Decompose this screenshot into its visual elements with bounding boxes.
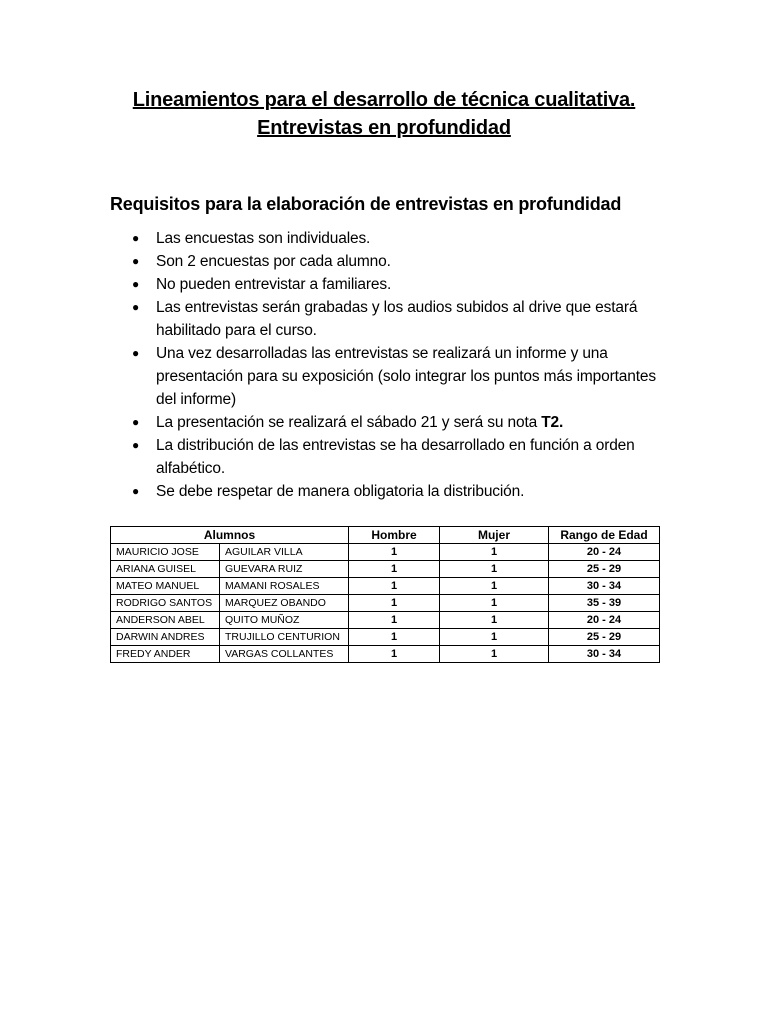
- mujer-count: 1: [440, 612, 549, 629]
- mujer-count: 1: [440, 561, 549, 578]
- age-range: 25 - 29: [549, 629, 660, 646]
- table-row: [111, 612, 660, 629]
- students-table: [110, 526, 660, 663]
- requirement-text: Se debe respetar de manera obligatoria la distribución.: [156, 483, 525, 500]
- mujer-count: 1: [440, 578, 549, 595]
- student-last-name: QUITO MUÑOZ: [220, 612, 349, 629]
- grade-label: T2.: [541, 414, 564, 431]
- table-row: [111, 544, 660, 561]
- bullet-icon: ●: [132, 231, 140, 245]
- document-title-line-1: Lineamientos para el desarrollo de técnica cualitativa.: [132, 89, 636, 111]
- bullet-icon: ●: [132, 484, 140, 498]
- hombre-count: 1: [349, 612, 440, 629]
- requirement-text: Las entrevistas serán grabadas y los audios subidos al drive que estará habilitado para el curso.: [156, 299, 638, 339]
- bullet-icon: ●: [132, 438, 140, 452]
- list-item: [110, 227, 670, 250]
- requirement-text: La presentación se realizará el sábado 21 y será su nota: [156, 414, 542, 431]
- student-first-name: ARIANA GUISEL: [111, 561, 220, 578]
- hombre-count: 1: [349, 578, 440, 595]
- requirements-list: [110, 227, 670, 503]
- hombre-count: 1: [349, 595, 440, 612]
- column-header-alumnos: Alumnos: [111, 527, 349, 544]
- age-range: 25 - 29: [549, 561, 660, 578]
- document-title-line-2: Entrevistas en profundidad: [257, 117, 511, 139]
- table-header-row: [111, 527, 660, 544]
- list-item: [110, 434, 670, 480]
- age-range: 30 - 34: [549, 646, 660, 663]
- student-last-name: GUEVARA RUIZ: [220, 561, 349, 578]
- list-item: [110, 273, 670, 296]
- mujer-count: 1: [440, 544, 549, 561]
- bullet-icon: ●: [132, 277, 140, 291]
- bullet-icon: ●: [132, 415, 140, 429]
- column-header-rango: Rango de Edad: [549, 527, 660, 544]
- student-last-name: TRUJILLO CENTURION: [220, 629, 349, 646]
- table-row: [111, 578, 660, 595]
- requirement-text: La distribución de las entrevistas se ha desarrollado en función a orden alfabético.: [156, 437, 635, 477]
- requirement-text: Una vez desarrolladas las entrevistas se realizará un informe y una presentación para su exposición (solo integrar los puntos más importantes del informe): [156, 345, 656, 408]
- bullet-icon: ●: [132, 346, 140, 360]
- age-range: 20 - 24: [549, 612, 660, 629]
- student-first-name: RODRIGO SANTOS: [111, 595, 220, 612]
- table-row: [111, 629, 660, 646]
- hombre-count: 1: [349, 544, 440, 561]
- list-item: [110, 411, 670, 434]
- student-first-name: MATEO MANUEL: [111, 578, 220, 595]
- list-item: [110, 296, 670, 342]
- student-last-name: MAMANI ROSALES: [220, 578, 349, 595]
- list-item: [110, 480, 670, 503]
- student-first-name: MAURICIO JOSE: [111, 544, 220, 561]
- student-first-name: FREDY ANDER: [111, 646, 220, 663]
- hombre-count: 1: [349, 561, 440, 578]
- hombre-count: 1: [349, 629, 440, 646]
- age-range: 20 - 24: [549, 544, 660, 561]
- age-range: 35 - 39: [549, 595, 660, 612]
- table-row: [111, 561, 660, 578]
- student-first-name: ANDERSON ABEL: [111, 612, 220, 629]
- student-last-name: AGUILAR VILLA: [220, 544, 349, 561]
- column-header-mujer: Mujer: [440, 527, 549, 544]
- requirement-text: Las encuestas son individuales.: [156, 230, 371, 247]
- table-row: [111, 646, 660, 663]
- requirement-text: No pueden entrevistar a familiares.: [156, 276, 392, 293]
- mujer-count: 1: [440, 595, 549, 612]
- column-header-hombre: Hombre: [349, 527, 440, 544]
- hombre-count: 1: [349, 646, 440, 663]
- bullet-icon: ●: [132, 300, 140, 314]
- requirement-text: Son 2 encuestas por cada alumno.: [156, 253, 391, 270]
- bullet-icon: ●: [132, 254, 140, 268]
- mujer-count: 1: [440, 646, 549, 663]
- requirements-heading: Requisitos para la elaboración de entrevistas en profundidad: [110, 194, 622, 214]
- table-row: [111, 595, 660, 612]
- mujer-count: 1: [440, 629, 549, 646]
- student-first-name: DARWIN ANDRES: [111, 629, 220, 646]
- student-last-name: VARGAS COLLANTES: [220, 646, 349, 663]
- age-range: 30 - 34: [549, 578, 660, 595]
- list-item: [110, 250, 670, 273]
- student-last-name: MARQUEZ OBANDO: [220, 595, 349, 612]
- list-item: [110, 342, 670, 411]
